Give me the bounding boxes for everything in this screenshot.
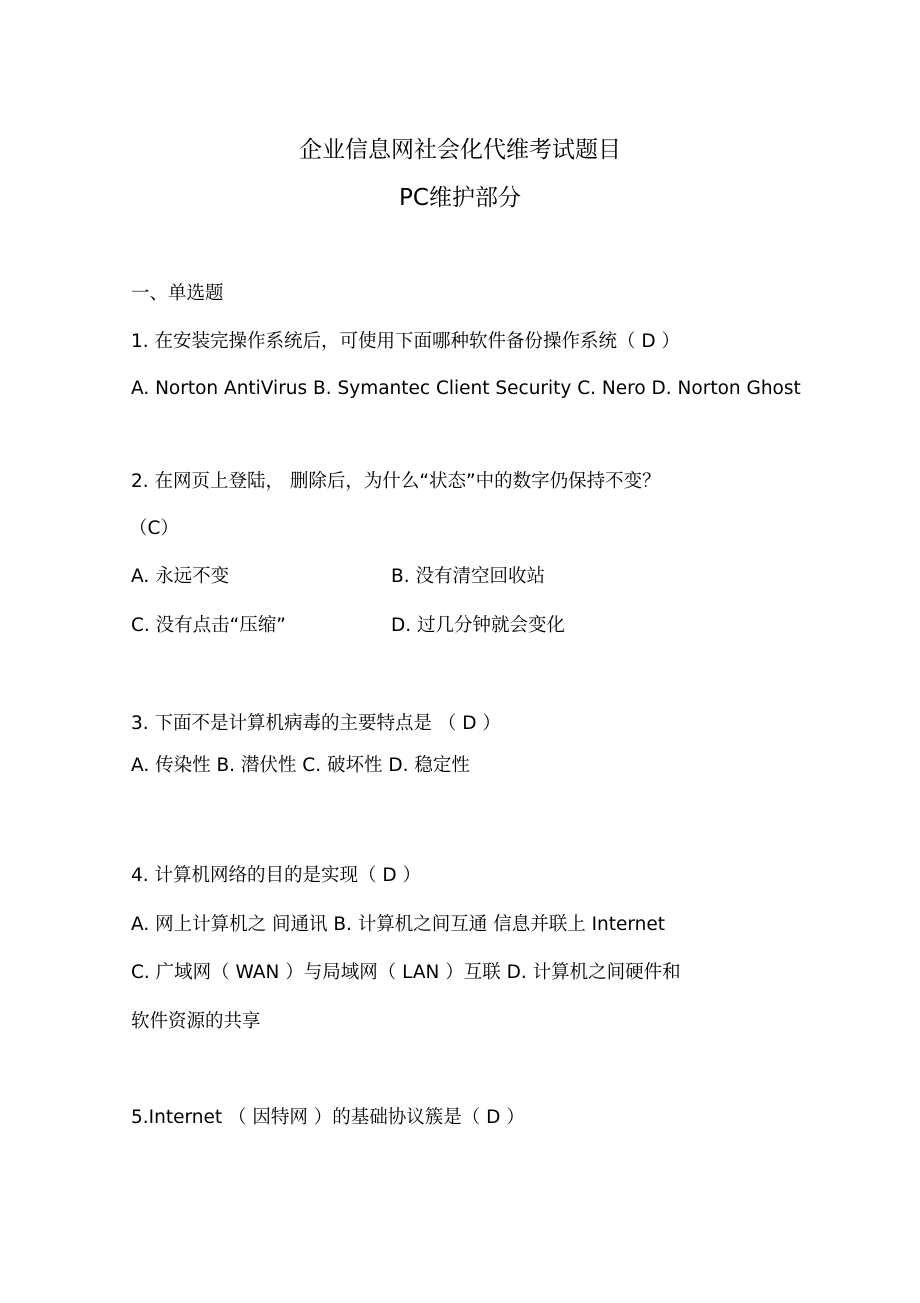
question-4-options-line-3: 软件资源的共享 [131,1011,261,1032]
document-subtitle: PC维护部分 [399,185,521,211]
question-3-options: A. 传染性 B. 潜伏性 C. 破坏性 D. 稳定性 [131,755,470,776]
question-1-options: A. Norton AntiVirus B. Symantec Client Security C. Nero D. Norton Ghost [131,378,801,399]
question-3-text: 3. 下面不是计算机病毒的主要特点是 （ D ） [131,713,501,734]
section-heading: 一、单选题 [131,283,224,304]
question-4-options-line-1: A. 网上计算机之 间通讯 B. 计算机之间互通 信息并联上 Internet [131,914,666,935]
document-title: 企业信息网社会化代维考试题目 [299,137,621,163]
question-2-text: 2. 在网页上登陆， 删除后，为什么“状态”中的数字仍保持不变？ [131,471,661,492]
question-2-answer: （C） [129,518,179,539]
question-2-option-c: C. 没有点击“压缩” [131,615,286,636]
question-5-text: 5.Internet （ 因特网 ）的基础协议簇是（ D ） [131,1107,525,1128]
question-4-text: 4. 计算机网络的目的是实现（ D ） [131,865,422,886]
question-1-text: 1. 在安装完操作系统后，可使用下面哪种软件备份操作系统（ D ） [131,331,681,352]
question-4-options-line-2: C. 广域网（ WAN ）与局域网（ LAN ）互联 D. 计算机之间硬件和 [131,962,681,983]
question-2-option-a: A. 永远不变 [131,566,230,587]
question-2-option-b: B. 没有清空回收站 [391,566,545,587]
question-2-option-d: D. 过几分钟就会变化 [391,615,566,636]
